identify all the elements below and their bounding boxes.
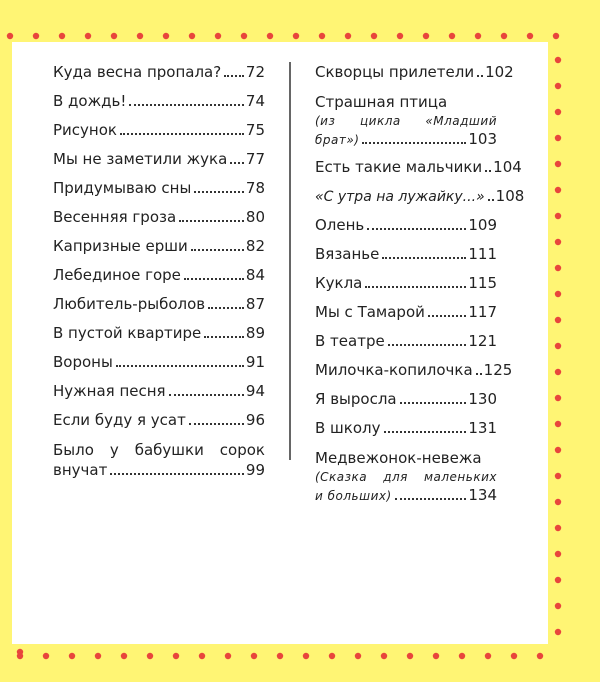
border-dot <box>33 33 39 39</box>
border-dot <box>407 653 413 659</box>
border-dot <box>555 525 561 531</box>
toc-entry-title-line: Было у бабушки сорок <box>53 441 265 459</box>
toc-entry[interactable]: Вязанье 111 <box>315 245 497 263</box>
border-dot <box>555 83 561 89</box>
border-dot <box>555 265 561 271</box>
toc-entry[interactable]: Мы с Тамарой 117 <box>315 303 497 321</box>
border-dot <box>555 343 561 349</box>
border-dot <box>475 33 481 39</box>
toc-entry[interactable]: Придумываю сны 78 <box>53 179 265 197</box>
border-dot <box>215 33 221 39</box>
border-dot <box>555 187 561 193</box>
border-dot <box>555 369 561 375</box>
border-dot <box>553 33 559 39</box>
toc-entry-multiline[interactable]: Было у бабушки сорок внучат 99 <box>53 441 265 479</box>
border-dot <box>111 33 117 39</box>
border-dot <box>319 33 325 39</box>
border-dot <box>423 33 429 39</box>
border-dot <box>189 33 195 39</box>
border-dot <box>555 629 561 635</box>
border-dot <box>303 653 309 659</box>
toc-entry[interactable]: Куда весна пропала? 72 <box>53 63 265 81</box>
border-dot <box>555 603 561 609</box>
border-dot <box>85 33 91 39</box>
toc-entry[interactable]: Мы не заметили жука 77 <box>53 150 265 168</box>
border-dot <box>555 499 561 505</box>
border-dot <box>501 33 507 39</box>
border-dot <box>485 653 491 659</box>
column-divider <box>289 62 291 460</box>
toc-entry-subtitle: (из цикла «Младший <box>315 114 497 128</box>
toc-entry[interactable]: Если буду я усат 96 <box>53 411 265 429</box>
border-dot <box>371 33 377 39</box>
toc-entry-with-subtitle[interactable]: Страшная птица (из цикла «Младший брат») 103 <box>315 93 497 148</box>
border-dot <box>241 33 247 39</box>
border-dot <box>267 33 273 39</box>
toc-entry[interactable]: В театре 121 <box>315 332 497 350</box>
toc-entry[interactable]: В пустой квартире 89 <box>53 324 265 342</box>
toc-entry[interactable]: Любитель-рыболов 87 <box>53 295 265 313</box>
border-dot <box>555 551 561 557</box>
toc-left-column <box>53 58 265 483</box>
border-dot <box>397 33 403 39</box>
border-dot <box>511 653 517 659</box>
border-dot <box>121 653 127 659</box>
toc-entry-title: Медвежонок-невежа <box>315 449 482 467</box>
border-dot <box>555 317 561 323</box>
border-dot <box>147 653 153 659</box>
toc-entry[interactable]: Я выросла 130 <box>315 390 497 408</box>
toc-entry[interactable]: Нужная песня 94 <box>53 382 265 400</box>
toc-entry-with-subtitle[interactable]: Медвежонок-невежа (Сказка для маленьких и больших) 134 <box>315 449 497 504</box>
border-dot <box>293 33 299 39</box>
toc-entry-title: Страшная птица <box>315 93 448 111</box>
toc-entry[interactable]: Весенняя гроза 80 <box>53 208 265 226</box>
border-dot <box>199 653 205 659</box>
border-dot <box>433 653 439 659</box>
border-dot <box>69 653 75 659</box>
border-dot <box>355 653 361 659</box>
border-dot <box>555 239 561 245</box>
border-dot <box>43 653 49 659</box>
border-dot <box>555 109 561 115</box>
toc-entry[interactable]: «С утра на лужайку...» 108 <box>315 187 525 205</box>
border-dot <box>555 161 561 167</box>
toc-entry[interactable]: Капризные ерши 82 <box>53 237 265 255</box>
toc-entry-subtitle: (Сказка для маленьких <box>315 470 497 484</box>
border-dot <box>277 653 283 659</box>
border-dot <box>555 291 561 297</box>
toc-entry[interactable]: Скворцы прилетели 102 <box>315 63 514 81</box>
border-dot <box>173 653 179 659</box>
border-dot <box>329 653 335 659</box>
border-dot <box>251 653 257 659</box>
border-dot <box>449 33 455 39</box>
border-dot <box>537 653 543 659</box>
border-dot <box>555 213 561 219</box>
border-dot <box>459 653 465 659</box>
toc-entry[interactable]: Вороны 91 <box>53 353 265 371</box>
border-dot <box>555 421 561 427</box>
toc-entry[interactable]: В дождь! 74 <box>53 92 265 110</box>
border-dot <box>381 653 387 659</box>
toc-entry[interactable]: Кукла 115 <box>315 274 497 292</box>
border-dot <box>527 33 533 39</box>
toc-right-column <box>315 58 525 509</box>
border-dot <box>95 653 101 659</box>
toc-entry[interactable]: Милочка-копилочка 125 <box>315 361 513 379</box>
border-dot <box>555 135 561 141</box>
border-dot <box>137 33 143 39</box>
border-dot <box>17 649 23 655</box>
border-dot <box>7 33 13 39</box>
border-dot <box>555 447 561 453</box>
border-dot <box>555 57 561 63</box>
toc-entry[interactable]: Олень 109 <box>315 216 497 234</box>
toc-entry[interactable]: Рисунок 75 <box>53 121 265 139</box>
toc-entry[interactable]: Лебединое горе 84 <box>53 266 265 284</box>
border-dot <box>225 653 231 659</box>
toc-entry[interactable]: Есть такие мальчики 104 <box>315 158 522 176</box>
toc-entry[interactable]: В школу 131 <box>315 419 497 437</box>
border-dot <box>555 577 561 583</box>
border-dot <box>163 33 169 39</box>
border-dot <box>555 395 561 401</box>
border-dot <box>555 473 561 479</box>
border-dot <box>345 33 351 39</box>
border-dot <box>59 33 65 39</box>
